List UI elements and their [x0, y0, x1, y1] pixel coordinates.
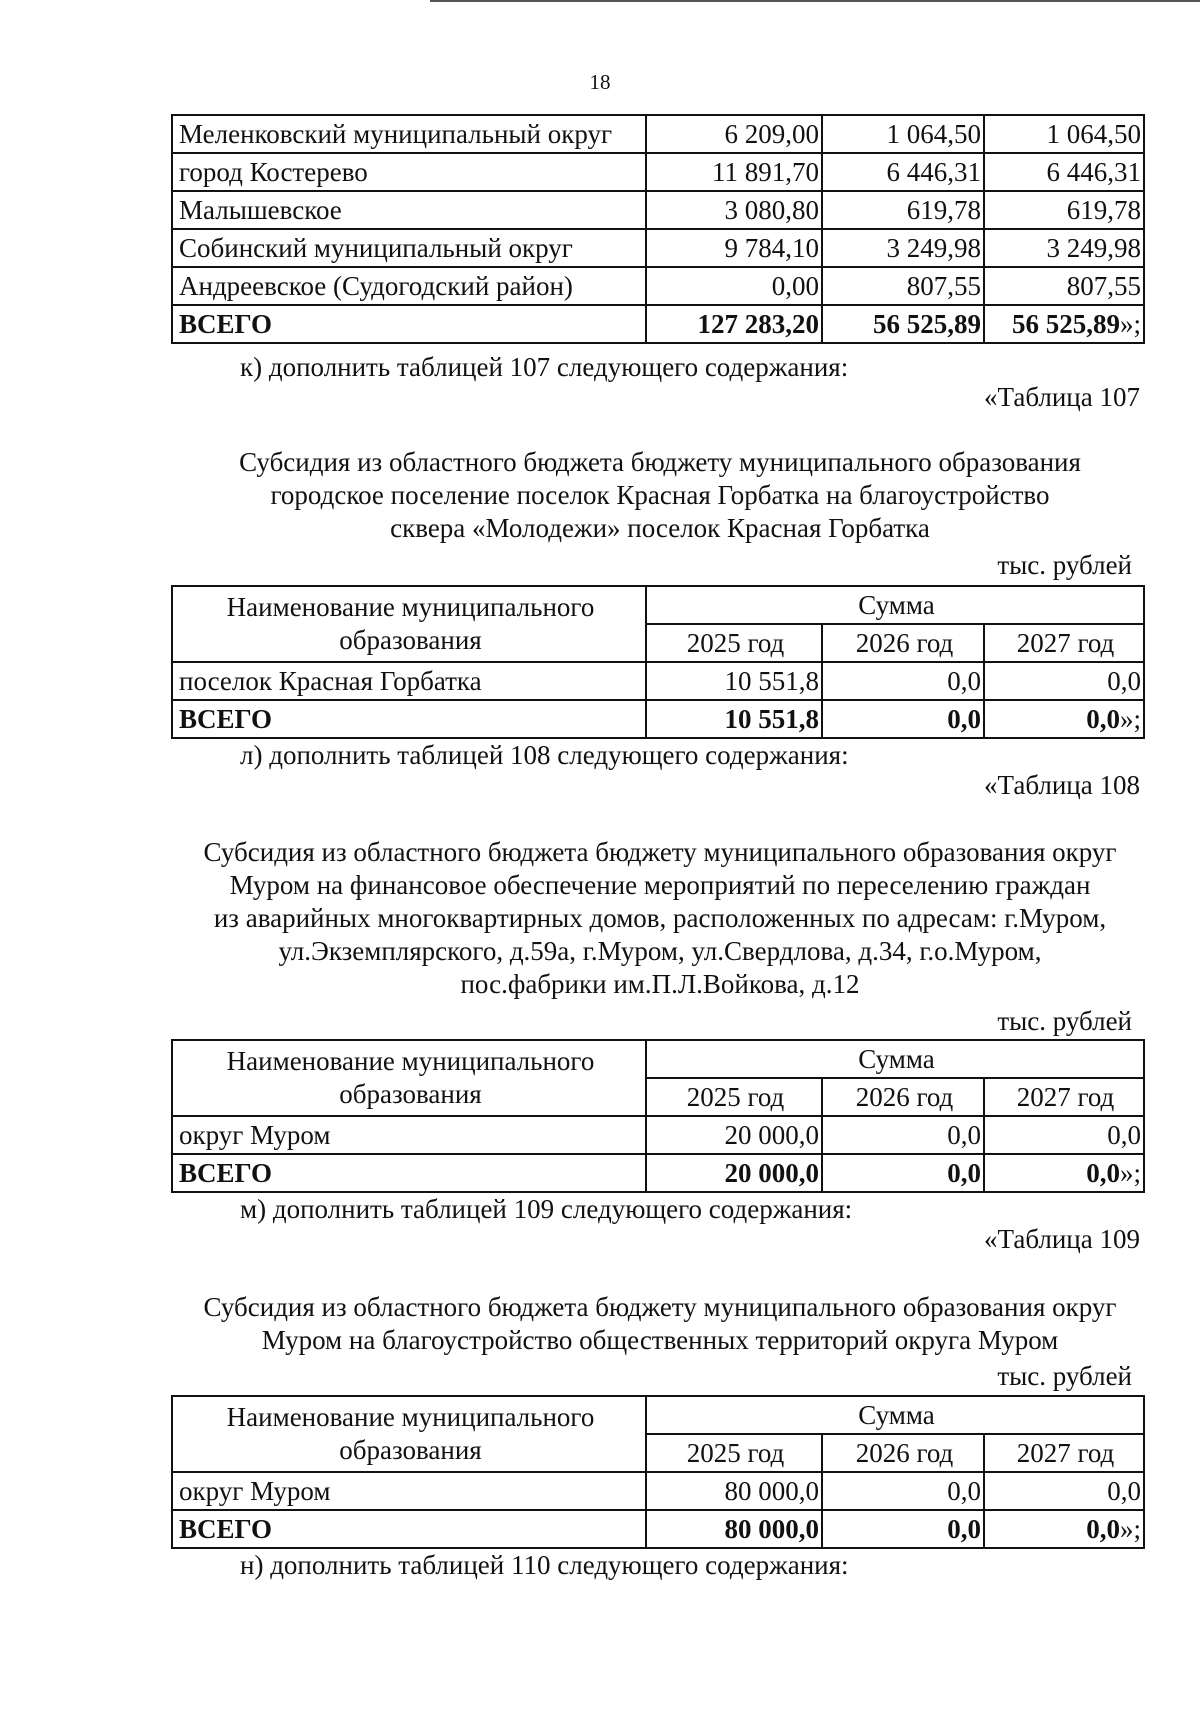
- row-value-2026: 6 446,31: [822, 153, 984, 191]
- row-value-2025: 0,00: [646, 267, 822, 305]
- total-value-2026: 56 525,89: [822, 305, 984, 343]
- row-value-2025: 11 891,70: [646, 153, 822, 191]
- table-row: [172, 153, 1144, 191]
- closing-quote: »;: [1119, 1514, 1141, 1544]
- total-value-2025: 20 000,0: [646, 1154, 822, 1192]
- closing-quote: »;: [1119, 309, 1141, 339]
- table-row: [172, 1116, 1144, 1154]
- row-value-2027: 3 249,98: [984, 229, 1144, 267]
- closing-quote: »;: [1119, 1158, 1141, 1188]
- header-name-line2: образования: [339, 1435, 482, 1465]
- row-value-2025: 3 080,80: [646, 191, 822, 229]
- total-value-2027: [984, 1510, 1144, 1548]
- row-value-2027: 619,78: [984, 191, 1144, 229]
- table-107-label: «Таблица 107: [984, 382, 1140, 412]
- total-value: 0,0: [1086, 704, 1120, 734]
- row-value-2026: 1 064,50: [822, 115, 984, 153]
- total-value-2027: [984, 700, 1144, 738]
- title-line: из аварийных многоквартирных домов, расположенных по адресам: г.Муром,: [213, 903, 1107, 933]
- total-value: 0,0: [1086, 1158, 1120, 1188]
- row-value-2025: 80 000,0: [646, 1472, 822, 1510]
- header-year-2026: 2026 год: [822, 624, 984, 662]
- header-year-2027: 2027 год: [984, 1434, 1144, 1472]
- total-value-2025: 80 000,0: [646, 1510, 822, 1548]
- table-109: [171, 1395, 1145, 1549]
- total-value-2025: 10 551,8: [646, 700, 822, 738]
- row-value-2025: 6 209,00: [646, 115, 822, 153]
- total-row: [172, 700, 1144, 738]
- total-row: [172, 1510, 1144, 1548]
- table-row: [172, 267, 1144, 305]
- header-year-2025: 2025 год: [646, 1078, 822, 1116]
- top-rule: [430, 0, 1200, 2]
- row-value-2027: 1 064,50: [984, 115, 1144, 153]
- header-year-2027: 2027 год: [984, 1078, 1144, 1116]
- table-107: [171, 585, 1145, 739]
- instruction-n: н) дополнить таблицей 110 следующего содержания:: [240, 1550, 849, 1580]
- header-name-line2: образования: [339, 625, 482, 655]
- title-line: Муром на финансовое обеспечение мероприятий по переселению граждан: [229, 870, 1091, 900]
- instruction-m: м) дополнить таблицей 109 следующего содержания:: [240, 1194, 853, 1224]
- total-label: ВСЕГО: [172, 1510, 646, 1548]
- row-value-2026: 619,78: [822, 191, 984, 229]
- title-line: городское поселение поселок Красная Горбатка на благоустройство: [270, 480, 1050, 510]
- units-label: тыс. рублей: [997, 1361, 1132, 1391]
- row-value-2026: 0,0: [822, 1116, 984, 1154]
- units-label: тыс. рублей: [997, 1006, 1132, 1036]
- row-name: поселок Красная Горбатка: [172, 662, 646, 700]
- row-name: округ Муром: [172, 1116, 646, 1154]
- header-year-2025: 2025 год: [646, 624, 822, 662]
- row-value-2026: 0,0: [822, 1472, 984, 1510]
- table-row: [172, 229, 1144, 267]
- table-108-label: «Таблица 108: [984, 770, 1140, 800]
- total-label: ВСЕГО: [172, 700, 646, 738]
- total-value-2026: 0,0: [822, 1154, 984, 1192]
- header-sum: Сумма: [646, 1040, 1144, 1078]
- total-value-2025: 127 283,20: [646, 305, 822, 343]
- table-108: [171, 1039, 1145, 1193]
- table-row: [172, 115, 1144, 153]
- units-label: тыс. рублей: [997, 550, 1132, 580]
- row-value-2025: 10 551,8: [646, 662, 822, 700]
- header-row: [172, 1396, 1144, 1434]
- row-value-2027: 6 446,31: [984, 153, 1144, 191]
- row-name: Малышевское: [172, 191, 646, 229]
- title-line: пос.фабрики им.П.Л.Войкова, д.12: [460, 969, 860, 999]
- table-row: [172, 1472, 1144, 1510]
- total-label: ВСЕГО: [172, 1154, 646, 1192]
- row-value-2027: 0,0: [984, 1472, 1144, 1510]
- total-label: ВСЕГО: [172, 305, 646, 343]
- row-name: Меленковский муниципальный округ: [172, 115, 646, 153]
- row-value-2026: 807,55: [822, 267, 984, 305]
- total-row: [172, 305, 1144, 343]
- table-row: [172, 191, 1144, 229]
- page-number: 18: [589, 70, 611, 94]
- row-name: Андреевское (Судогодский район): [172, 267, 646, 305]
- table-107-title: [160, 446, 1160, 545]
- header-name-cell: [172, 1396, 646, 1472]
- row-value-2027: 0,0: [984, 1116, 1144, 1154]
- title-line: ул.Экземплярского, д.59а, г.Муром, ул.Свердлова, д.34, г.о.Муром,: [278, 936, 1042, 966]
- title-line: Субсидия из областного бюджета бюджету муниципального образования: [239, 447, 1081, 477]
- header-sum: Сумма: [646, 586, 1144, 624]
- row-value-2027: 807,55: [984, 267, 1144, 305]
- row-value-2025: 20 000,0: [646, 1116, 822, 1154]
- row-value-2027: 0,0: [984, 662, 1144, 700]
- table-previous-continuation: [171, 114, 1145, 344]
- header-name-cell: [172, 586, 646, 662]
- total-value-2026: 0,0: [822, 700, 984, 738]
- table-row: [172, 662, 1144, 700]
- header-row: [172, 586, 1144, 624]
- title-line: сквера «Молодежи» поселок Красная Горбатка: [390, 513, 930, 543]
- header-row: [172, 1040, 1144, 1078]
- instruction-k: к) дополнить таблицей 107 следующего содержания:: [240, 352, 849, 382]
- header-name-line1: Наименование муниципального: [226, 592, 595, 622]
- table-108-title: [160, 836, 1160, 1001]
- header-year-2026: 2026 год: [822, 1434, 984, 1472]
- header-name-line2: образования: [339, 1079, 482, 1109]
- total-value-2027: [984, 305, 1144, 343]
- total-value-2027: [984, 1154, 1144, 1192]
- header-sum: Сумма: [646, 1396, 1144, 1434]
- row-name: Собинский муниципальный округ: [172, 229, 646, 267]
- header-name-line1: Наименование муниципального: [226, 1402, 595, 1432]
- row-value-2026: 0,0: [822, 662, 984, 700]
- title-line: Субсидия из областного бюджета бюджету муниципального образования округ: [203, 837, 1117, 867]
- row-value-2025: 9 784,10: [646, 229, 822, 267]
- row-name: округ Муром: [172, 1472, 646, 1510]
- row-name: город Костерево: [172, 153, 646, 191]
- row-value-2026: 3 249,98: [822, 229, 984, 267]
- header-year-2027: 2027 год: [984, 624, 1144, 662]
- header-year-2026: 2026 год: [822, 1078, 984, 1116]
- total-value-2026: 0,0: [822, 1510, 984, 1548]
- instruction-l: л) дополнить таблицей 108 следующего содержания:: [240, 740, 849, 770]
- table-109-title: [160, 1291, 1160, 1357]
- total-value: 56 525,89: [1011, 309, 1120, 339]
- closing-quote: »;: [1119, 704, 1141, 734]
- table-109-label: «Таблица 109: [984, 1224, 1140, 1254]
- header-name-line1: Наименование муниципального: [226, 1046, 595, 1076]
- total-value: 0,0: [1086, 1514, 1120, 1544]
- header-year-2025: 2025 год: [646, 1434, 822, 1472]
- title-line: Субсидия из областного бюджета бюджету муниципального образования округ: [203, 1292, 1117, 1322]
- title-line: Муром на благоустройство общественных территорий округа Муром: [261, 1325, 1059, 1355]
- header-name-cell: [172, 1040, 646, 1116]
- total-row: [172, 1154, 1144, 1192]
